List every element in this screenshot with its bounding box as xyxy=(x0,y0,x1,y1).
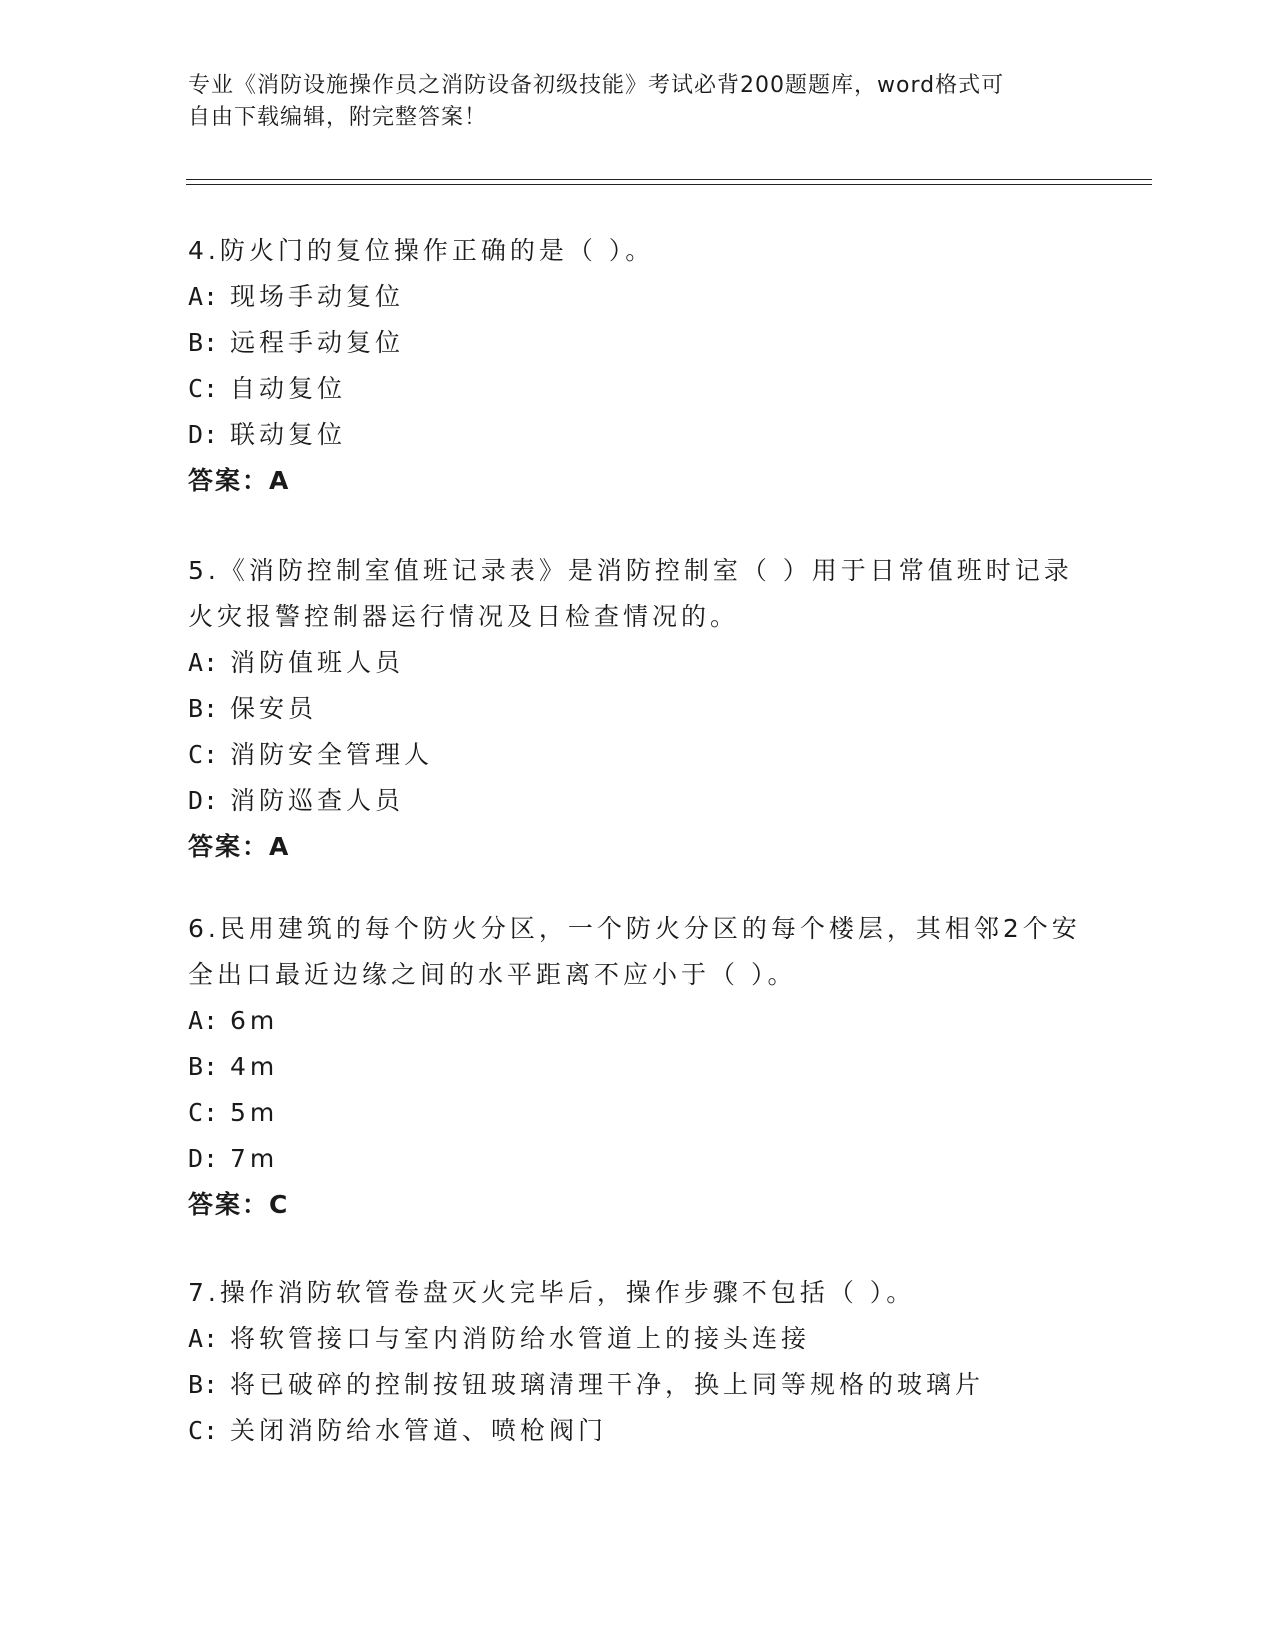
option-letter: A: xyxy=(188,282,219,311)
answer-label: 答案： xyxy=(188,1190,270,1219)
option-letter: B: xyxy=(188,1370,219,1399)
option-d xyxy=(188,1136,1088,1182)
option-letter: A: xyxy=(188,1006,219,1035)
answer-label: 答案： xyxy=(188,466,270,495)
question-text: 7.操作消防软管卷盘灭火完毕后，操作步骤不包括（ ）。 xyxy=(188,1278,916,1307)
option-d xyxy=(188,778,1088,824)
option-text: 将软管接口与室内消防给水管道上的接头连接 xyxy=(230,1324,811,1353)
option-letter: B: xyxy=(188,694,219,723)
option-c xyxy=(188,1090,1088,1136)
question-4 xyxy=(188,228,1088,504)
option-a xyxy=(188,274,1088,320)
option-a xyxy=(188,998,1088,1044)
question-6 xyxy=(188,906,1088,1228)
answer-line xyxy=(188,1182,1088,1228)
option-text: 联动复位 xyxy=(230,420,347,449)
document-header xyxy=(188,70,1088,134)
question-text: 4.防火门的复位操作正确的是（ ）。 xyxy=(188,236,655,265)
option-b xyxy=(188,320,1088,366)
header-rule-top xyxy=(186,179,1152,180)
option-b xyxy=(188,1044,1088,1090)
header-rule-bottom xyxy=(186,184,1152,185)
option-b xyxy=(188,1362,1188,1408)
question-text: 5.《消防控制室值班记录表》是消防控制室（ ）用于日常值班时记录火灾报警控制器运行情况及日检查情况的。 xyxy=(188,556,1073,631)
option-text: 6m xyxy=(230,1006,279,1035)
option-letter: C: xyxy=(188,374,219,403)
answer-line xyxy=(188,458,1088,504)
option-text: 5m xyxy=(230,1098,279,1127)
option-text: 保安员 xyxy=(230,694,318,723)
option-letter: C: xyxy=(188,740,219,769)
option-a xyxy=(188,1316,1188,1362)
answer-value: A xyxy=(269,832,291,861)
header-line-2: 自由下载编辑，附完整答案！ xyxy=(188,105,488,130)
option-a xyxy=(188,640,1088,686)
option-letter: B: xyxy=(188,1052,219,1081)
option-d xyxy=(188,412,1088,458)
option-letter: B: xyxy=(188,328,219,357)
answer-value: C xyxy=(269,1190,290,1219)
header-line-1: 专业《消防设施操作员之消防设备初级技能》考试必背200题题库，word格式可 xyxy=(188,73,1005,98)
option-letter: C: xyxy=(188,1416,219,1445)
option-c xyxy=(188,1408,1188,1454)
question-7 xyxy=(188,1270,1188,1454)
option-b xyxy=(188,686,1088,732)
option-c xyxy=(188,732,1088,778)
question-5 xyxy=(188,548,1088,870)
option-text: 4m xyxy=(230,1052,279,1081)
option-text: 现场手动复位 xyxy=(230,282,405,311)
option-text: 消防巡查人员 xyxy=(230,786,405,815)
answer-line xyxy=(188,824,1088,870)
option-text: 自动复位 xyxy=(230,374,347,403)
option-text: 远程手动复位 xyxy=(230,328,405,357)
option-text: 消防安全管理人 xyxy=(230,740,434,769)
answer-label: 答案： xyxy=(188,832,270,861)
option-text: 7m xyxy=(230,1144,279,1173)
option-letter: D: xyxy=(188,420,219,449)
option-c xyxy=(188,366,1088,412)
option-letter: A: xyxy=(188,648,219,677)
question-text: 6.民用建筑的每个防火分区，一个防火分区的每个楼层，其相邻2个安全出口最近边缘之间的水平距离不应小于（ ）。 xyxy=(188,914,1081,989)
option-letter: D: xyxy=(188,786,219,815)
option-text: 关闭消防给水管道、喷枪阀门 xyxy=(230,1416,608,1445)
option-letter: A: xyxy=(188,1324,219,1353)
option-text: 消防值班人员 xyxy=(230,648,405,677)
option-letter: D: xyxy=(188,1144,219,1173)
option-text: 将已破碎的控制按钮玻璃清理干净，换上同等规格的玻璃片 xyxy=(230,1370,985,1399)
answer-value: A xyxy=(269,466,291,495)
option-letter: C: xyxy=(188,1098,219,1127)
